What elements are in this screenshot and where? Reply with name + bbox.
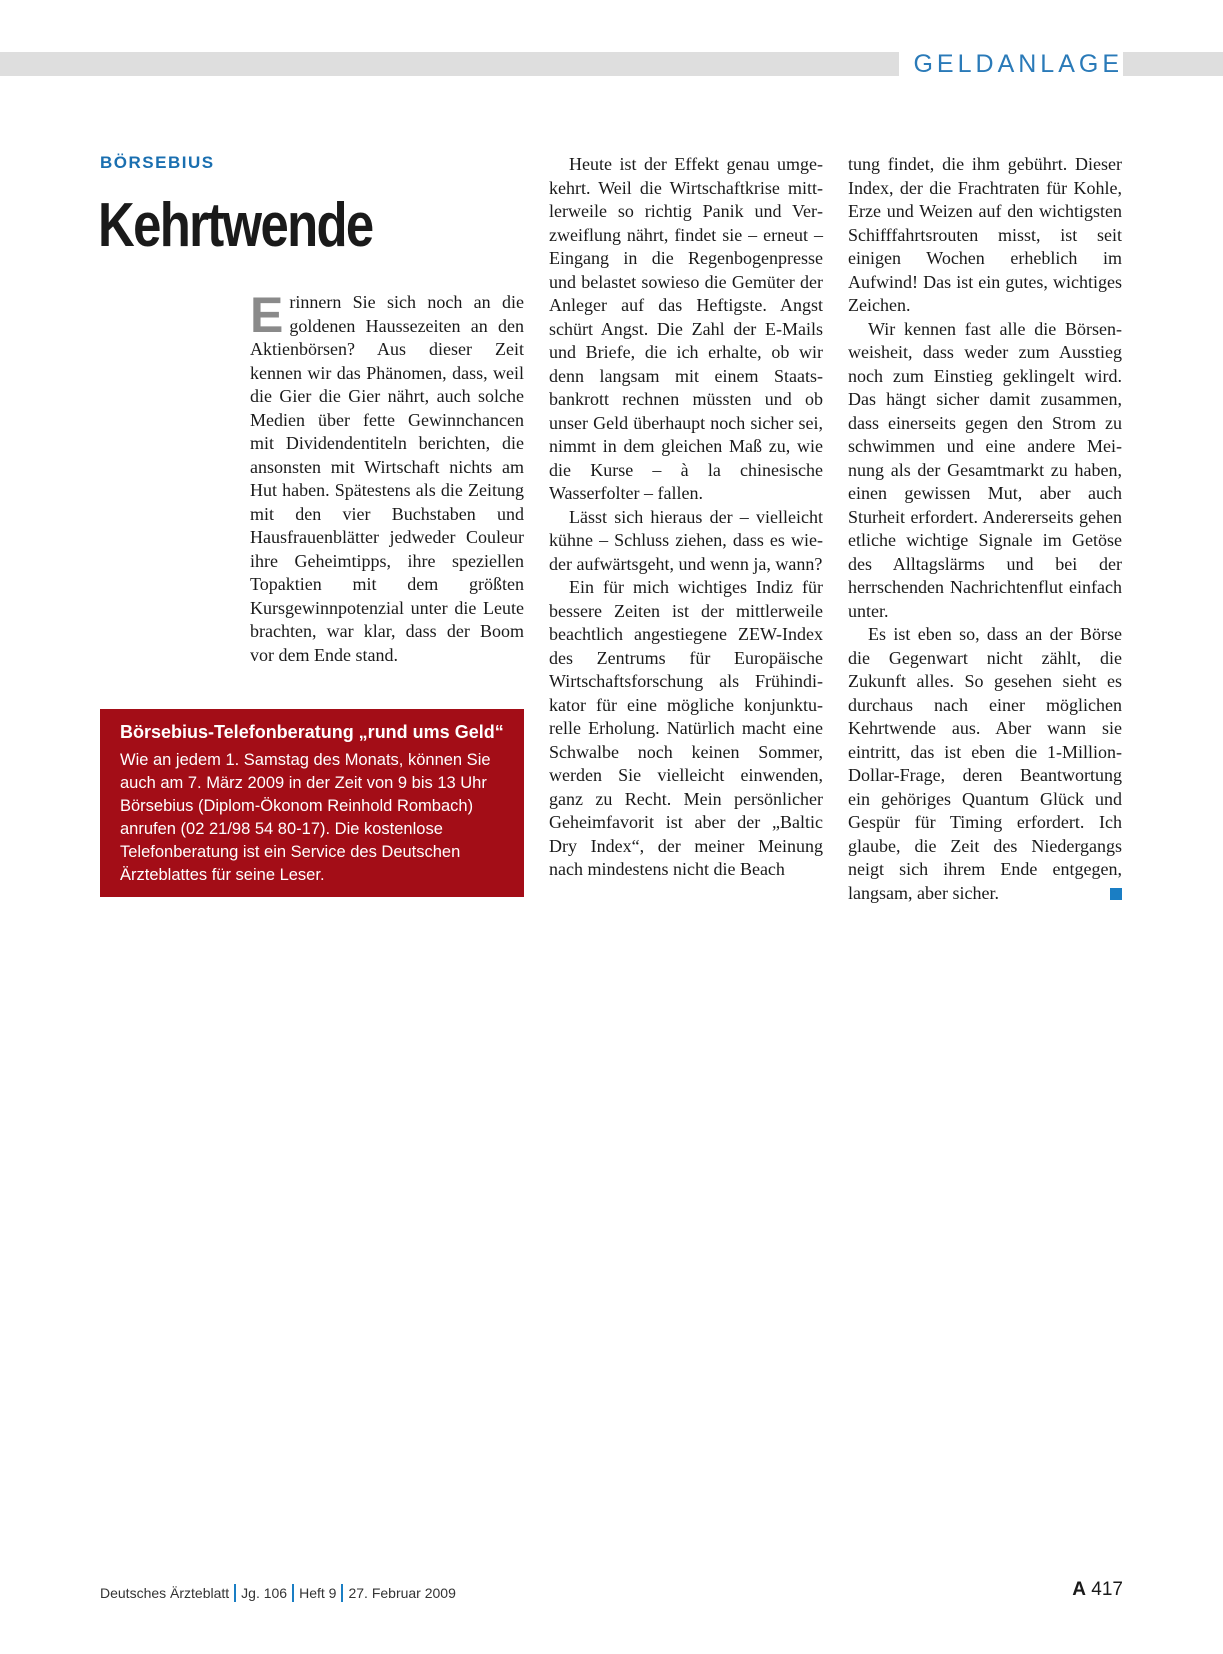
- info-box-text: Wie an jedem 1. Samstag des Monats, können Sie auch am 7. März 2009 in der Zeit von 9 bis 13 Uhr Börsebius (Diplom-Ökonom Reinhold Rombach) anrufen (02 21/98 54 80-17). Die kostenlose Telefonberatung ist ein Service des Deutschen Ärzteblattes für seine Leser.: [120, 751, 491, 884]
- footer-publication: Deutsches Ärzteblatt: [100, 1585, 230, 1601]
- footer-separator: [292, 1584, 294, 1602]
- body-paragraph: Wir kennen fast alle die Börsenweisheit, dass weder zum Ausstieg noch zum Einstieg geklingelt wird. Das hängt sicher damit zusammen, dass einerseits gegen den Strom zu schwimmen und eine andere Meinung als der Gesamtmarkt zu haben, einen gewissen Mut, aber auch Sturheit erfordert. Andererseits gehen etliche wichtige Signale im Getöse des Alltagslärms und bei der herrschenden Nachrichtenflut einfach unter.: [848, 318, 1122, 621]
- body-paragraph: Heute ist der Effekt genau umgekehrt. Weil die Wirtschaftkrise mittlerweile so richtig Panik und Verzweiflung nährt, findet sie – erneut – Eingang in die Regenbogenpresse und belastet sowieso die Gemüter der Anleger auf das Heftigste. Angst schürt Angst. Die Zahl der E-Mails und Briefe, die ich erhalte, ob wir denn langsam mit einem Staatsbankrott rechnen müssten und ob unser Geld überhaupt noch sicher sei, nimmt in dem gleichen Maß zu, wie die Kurse – à la chinesische Wasserfolter – fallen.: [549, 154, 823, 503]
- info-box-title: Börsebius-Telefonberatung „rund ums Geld“: [120, 722, 504, 742]
- section-label: GELDANLAGE: [899, 48, 1123, 80]
- info-box: [100, 709, 524, 897]
- intro-text: rinnern Sie sich noch an die goldenen Haussezeiten an den Aktienbörsen? Aus dieser Zeit kennen wir das Phänomen, dass, weil die Gier die Gier nährt, auch solche Medien über fette Gewinnchancen mit Dividendentiteln berichten, die ansonsten mit Wirtschaft nichts am Hut haben. Spätestens als die Zeitung mit den vier Buchstaben und Hausfrauenblätter jedweder Couleur ihre Geheimtipps, ihre speziellen Topaktien mit dem größten Kursgewinnpotenzial unter die Leute brachten, war klar, dass der Boom vor dem Ende stand.: [250, 292, 524, 665]
- page-prefix: A: [1072, 1579, 1087, 1600]
- last-paragraph-text: Es ist eben so, dass an der Börse die Gegenwart nicht zählt, die Zukunft alles. So gesehen sieht es durchaus nach einer möglichen Kehrtwende aus. Aber wann sie eintritt, das ist eben die 1-Million-Dollar-Frage, deren Beantwortung ein gehöriges Quantum Glück und Gespür für Timing erfordert. Ich glaube, die Zeit des Niedergangs neigt sich ihrem Ende entgegen, langsam, aber sicher.: [848, 624, 1122, 903]
- footer-separator: [234, 1584, 236, 1602]
- footer-citation: [100, 1584, 456, 1602]
- body-paragraph: Ein für mich wichtiges Indiz für bessere Zeiten ist der mittlerweile beachtlich angestiegene ZEW-Index des Zentrums für Europäische Wirtschaftsforschung als Frühindikator für eine mögliche konjunkturelle Erholung. Natürlich macht eine Schwalbe noch keinen Sommer, werden Sie vielleicht einwenden, ganz zu Recht. Mein persönlicher Geheimfavorit ist aber der „Baltic Dry Index“, der meiner Meinung nach mindestens nicht die Beach: [549, 577, 823, 879]
- drop-cap: E: [250, 287, 284, 343]
- footer-issue: Heft 9: [299, 1585, 337, 1601]
- article-column-3: [848, 153, 1122, 905]
- intro-paragraph: [250, 287, 524, 667]
- body-paragraph: Lässt sich hieraus der – vielleicht kühne – Schluss ziehen, dass es wieder aufwärtsgeht, und wenn ja, wann?: [549, 506, 823, 574]
- footer-separator: [341, 1584, 343, 1602]
- article-kicker: BÖRSEBIUS: [100, 153, 215, 172]
- footer-volume: Jg. 106: [241, 1585, 288, 1601]
- article-title: Kehrtwende: [98, 191, 373, 260]
- article-column-2: [549, 153, 823, 882]
- page-number: [1072, 1579, 1123, 1601]
- article-intro-column: [250, 287, 524, 667]
- body-paragraph-last: [848, 623, 1122, 905]
- page-number-value: 417: [1091, 1579, 1123, 1600]
- footer-date: 27. Februar 2009: [348, 1585, 456, 1601]
- end-square-icon: [1110, 888, 1122, 900]
- body-paragraph: tung findet, die ihm gebührt. Dieser Index, der die Frachtraten für Kohle, Erze und Weizen auf den wichtigsten Schifffahrtsrouten misst, ist seit einigen Wochen erheblich im Aufwind! Das ist ein gutes, wichtiges Zeichen.: [848, 154, 1122, 315]
